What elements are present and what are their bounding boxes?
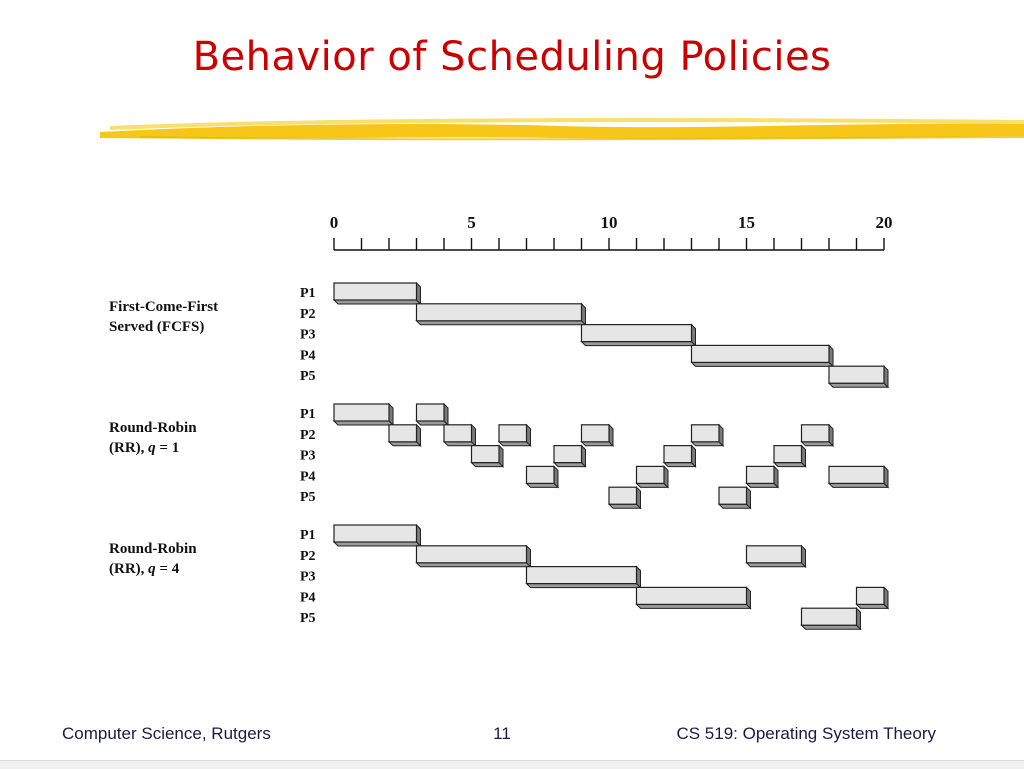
process-bar (857, 587, 889, 608)
process-bar-side (472, 425, 476, 446)
policy-label-text: (RR), (109, 561, 149, 577)
policy-label-quantum-symbol: q (148, 561, 156, 577)
process-bar-face (389, 425, 417, 442)
process-bar-bottom (334, 300, 421, 304)
process-bar-side (444, 404, 448, 425)
process-bar-face (334, 525, 417, 542)
process-bar-side (499, 446, 503, 467)
time-axis-label: 15 (738, 213, 755, 232)
slide-title: Behavior of Scheduling Policies (192, 34, 832, 80)
process-bar (389, 425, 421, 446)
process-bar-face (582, 325, 692, 342)
process-label: P4 (300, 469, 316, 485)
process-bar-bottom (582, 342, 696, 346)
process-bar-face (802, 608, 857, 625)
process-bar-bottom (609, 504, 641, 508)
process-bar (334, 283, 421, 304)
process-label: P1 (300, 528, 316, 543)
policy-label-quantum-value: = 4 (155, 561, 180, 577)
process-bar (417, 546, 531, 567)
process-bar (527, 466, 559, 487)
process-bar-bottom (527, 483, 559, 487)
process-bar (444, 425, 476, 446)
process-label: P2 (300, 548, 316, 564)
process-bar (664, 446, 696, 467)
process-label: P3 (300, 448, 316, 464)
policy-label (109, 561, 180, 577)
process-bar (637, 466, 669, 487)
process-bar-bottom (774, 463, 806, 467)
policy-label-text: Round-Robin (109, 420, 197, 436)
process-label: P5 (300, 490, 316, 506)
process-bar (554, 446, 586, 467)
process-bar (334, 404, 393, 425)
policy-label (109, 299, 218, 315)
process-bar-face (334, 404, 389, 421)
process-bar-side (417, 425, 421, 446)
process-bar-bottom (692, 362, 834, 366)
process-bar-side (389, 404, 393, 425)
process-bar (527, 567, 641, 588)
policy-label-quantum-symbol: q (148, 440, 156, 456)
policy-label-text: Served (FCFS) (109, 319, 205, 335)
process-bar-bottom (692, 442, 724, 446)
process-bar (829, 466, 888, 487)
process-bar (692, 425, 724, 446)
process-bar-face (527, 466, 555, 483)
footer-page-number: 11 (493, 724, 511, 743)
process-bar (499, 425, 531, 446)
process-bar-face (664, 446, 692, 463)
process-label: P3 (300, 569, 316, 585)
process-bar-face (417, 404, 445, 421)
process-bar-bottom (499, 442, 531, 446)
process-bar-bottom (829, 483, 888, 487)
policy-label-text: (RR), (109, 440, 149, 456)
process-bar-bottom (637, 483, 669, 487)
process-bar (802, 608, 861, 629)
process-bar (637, 587, 751, 608)
time-axis-label: 0 (329, 213, 339, 232)
policy-label-quantum-value: = 1 (155, 440, 180, 456)
process-bar-face (719, 487, 747, 504)
policy-group (109, 525, 888, 629)
footer-course: CS 519: Operating System Theory (676, 724, 936, 743)
process-label: P4 (300, 590, 316, 606)
process-label: P2 (300, 306, 316, 322)
process-bar-bottom (829, 383, 888, 387)
process-bar-bottom (802, 442, 834, 446)
process-bar-bottom (417, 321, 586, 325)
process-bar-bottom (444, 442, 476, 446)
policy-label-text: Round-Robin (109, 541, 197, 557)
process-bar-face (417, 546, 527, 563)
policy-label (109, 420, 197, 436)
time-axis-label: 5 (467, 213, 476, 232)
process-bar-face (554, 446, 582, 463)
process-label: P5 (300, 611, 316, 627)
process-bar-face (692, 345, 830, 362)
process-bar-bottom (554, 463, 586, 467)
process-bar-face (829, 466, 884, 483)
footer-institution: Computer Science, Rutgers (62, 724, 271, 743)
process-bar (747, 466, 779, 487)
process-bar-face (637, 587, 747, 604)
time-axis-label: 20 (875, 213, 893, 232)
process-bar (829, 366, 888, 387)
process-bar-face (774, 446, 802, 463)
process-bar-bottom (334, 421, 393, 425)
process-bar-face (857, 587, 885, 604)
process-bar (334, 525, 421, 546)
policy-label (109, 541, 197, 557)
process-label: P1 (300, 286, 316, 301)
process-bar (692, 345, 834, 366)
process-bar-face (829, 366, 884, 383)
process-bar-side (417, 525, 421, 546)
process-label: P4 (300, 348, 316, 364)
process-bar-bottom (417, 421, 449, 425)
process-bar (417, 304, 586, 325)
process-bar-face (472, 446, 500, 463)
process-bar-face (444, 425, 472, 442)
policy-label-text: First-Come-First (109, 299, 219, 315)
process-bar (802, 425, 834, 446)
process-label: P2 (300, 427, 316, 443)
process-bar-side (417, 283, 421, 304)
policy-label (109, 440, 179, 456)
process-bar (747, 546, 806, 567)
process-bar-face (499, 425, 527, 442)
process-bar-bottom (664, 463, 696, 467)
process-bar-face (417, 304, 582, 321)
process-bar-face (609, 487, 637, 504)
process-bar-face (692, 425, 720, 442)
process-bar-face (747, 466, 775, 483)
process-bar (719, 487, 751, 508)
process-bar-bottom (472, 463, 504, 467)
process-bar (582, 425, 614, 446)
process-bar (472, 446, 504, 467)
process-label: P3 (300, 327, 316, 343)
process-bar-face (802, 425, 830, 442)
process-bar (774, 446, 806, 467)
process-bar (582, 325, 696, 346)
policy-label (109, 319, 204, 335)
process-bar-face (637, 466, 665, 483)
time-axis-label: 10 (600, 213, 618, 232)
time-axis (330, 213, 893, 250)
process-bar (609, 487, 641, 508)
process-bar-face (747, 546, 802, 563)
process-bar (417, 404, 449, 425)
process-bar-bottom (582, 442, 614, 446)
process-bar-face (582, 425, 610, 442)
process-label: P5 (300, 369, 316, 385)
policy-group (109, 283, 888, 387)
process-bar-bottom (747, 483, 779, 487)
process-bar-face (527, 567, 637, 584)
process-bar-face (334, 283, 417, 300)
process-bar-bottom (719, 504, 751, 508)
policy-group (109, 404, 888, 508)
process-bar-bottom (389, 442, 421, 446)
process-label: P1 (300, 407, 316, 422)
